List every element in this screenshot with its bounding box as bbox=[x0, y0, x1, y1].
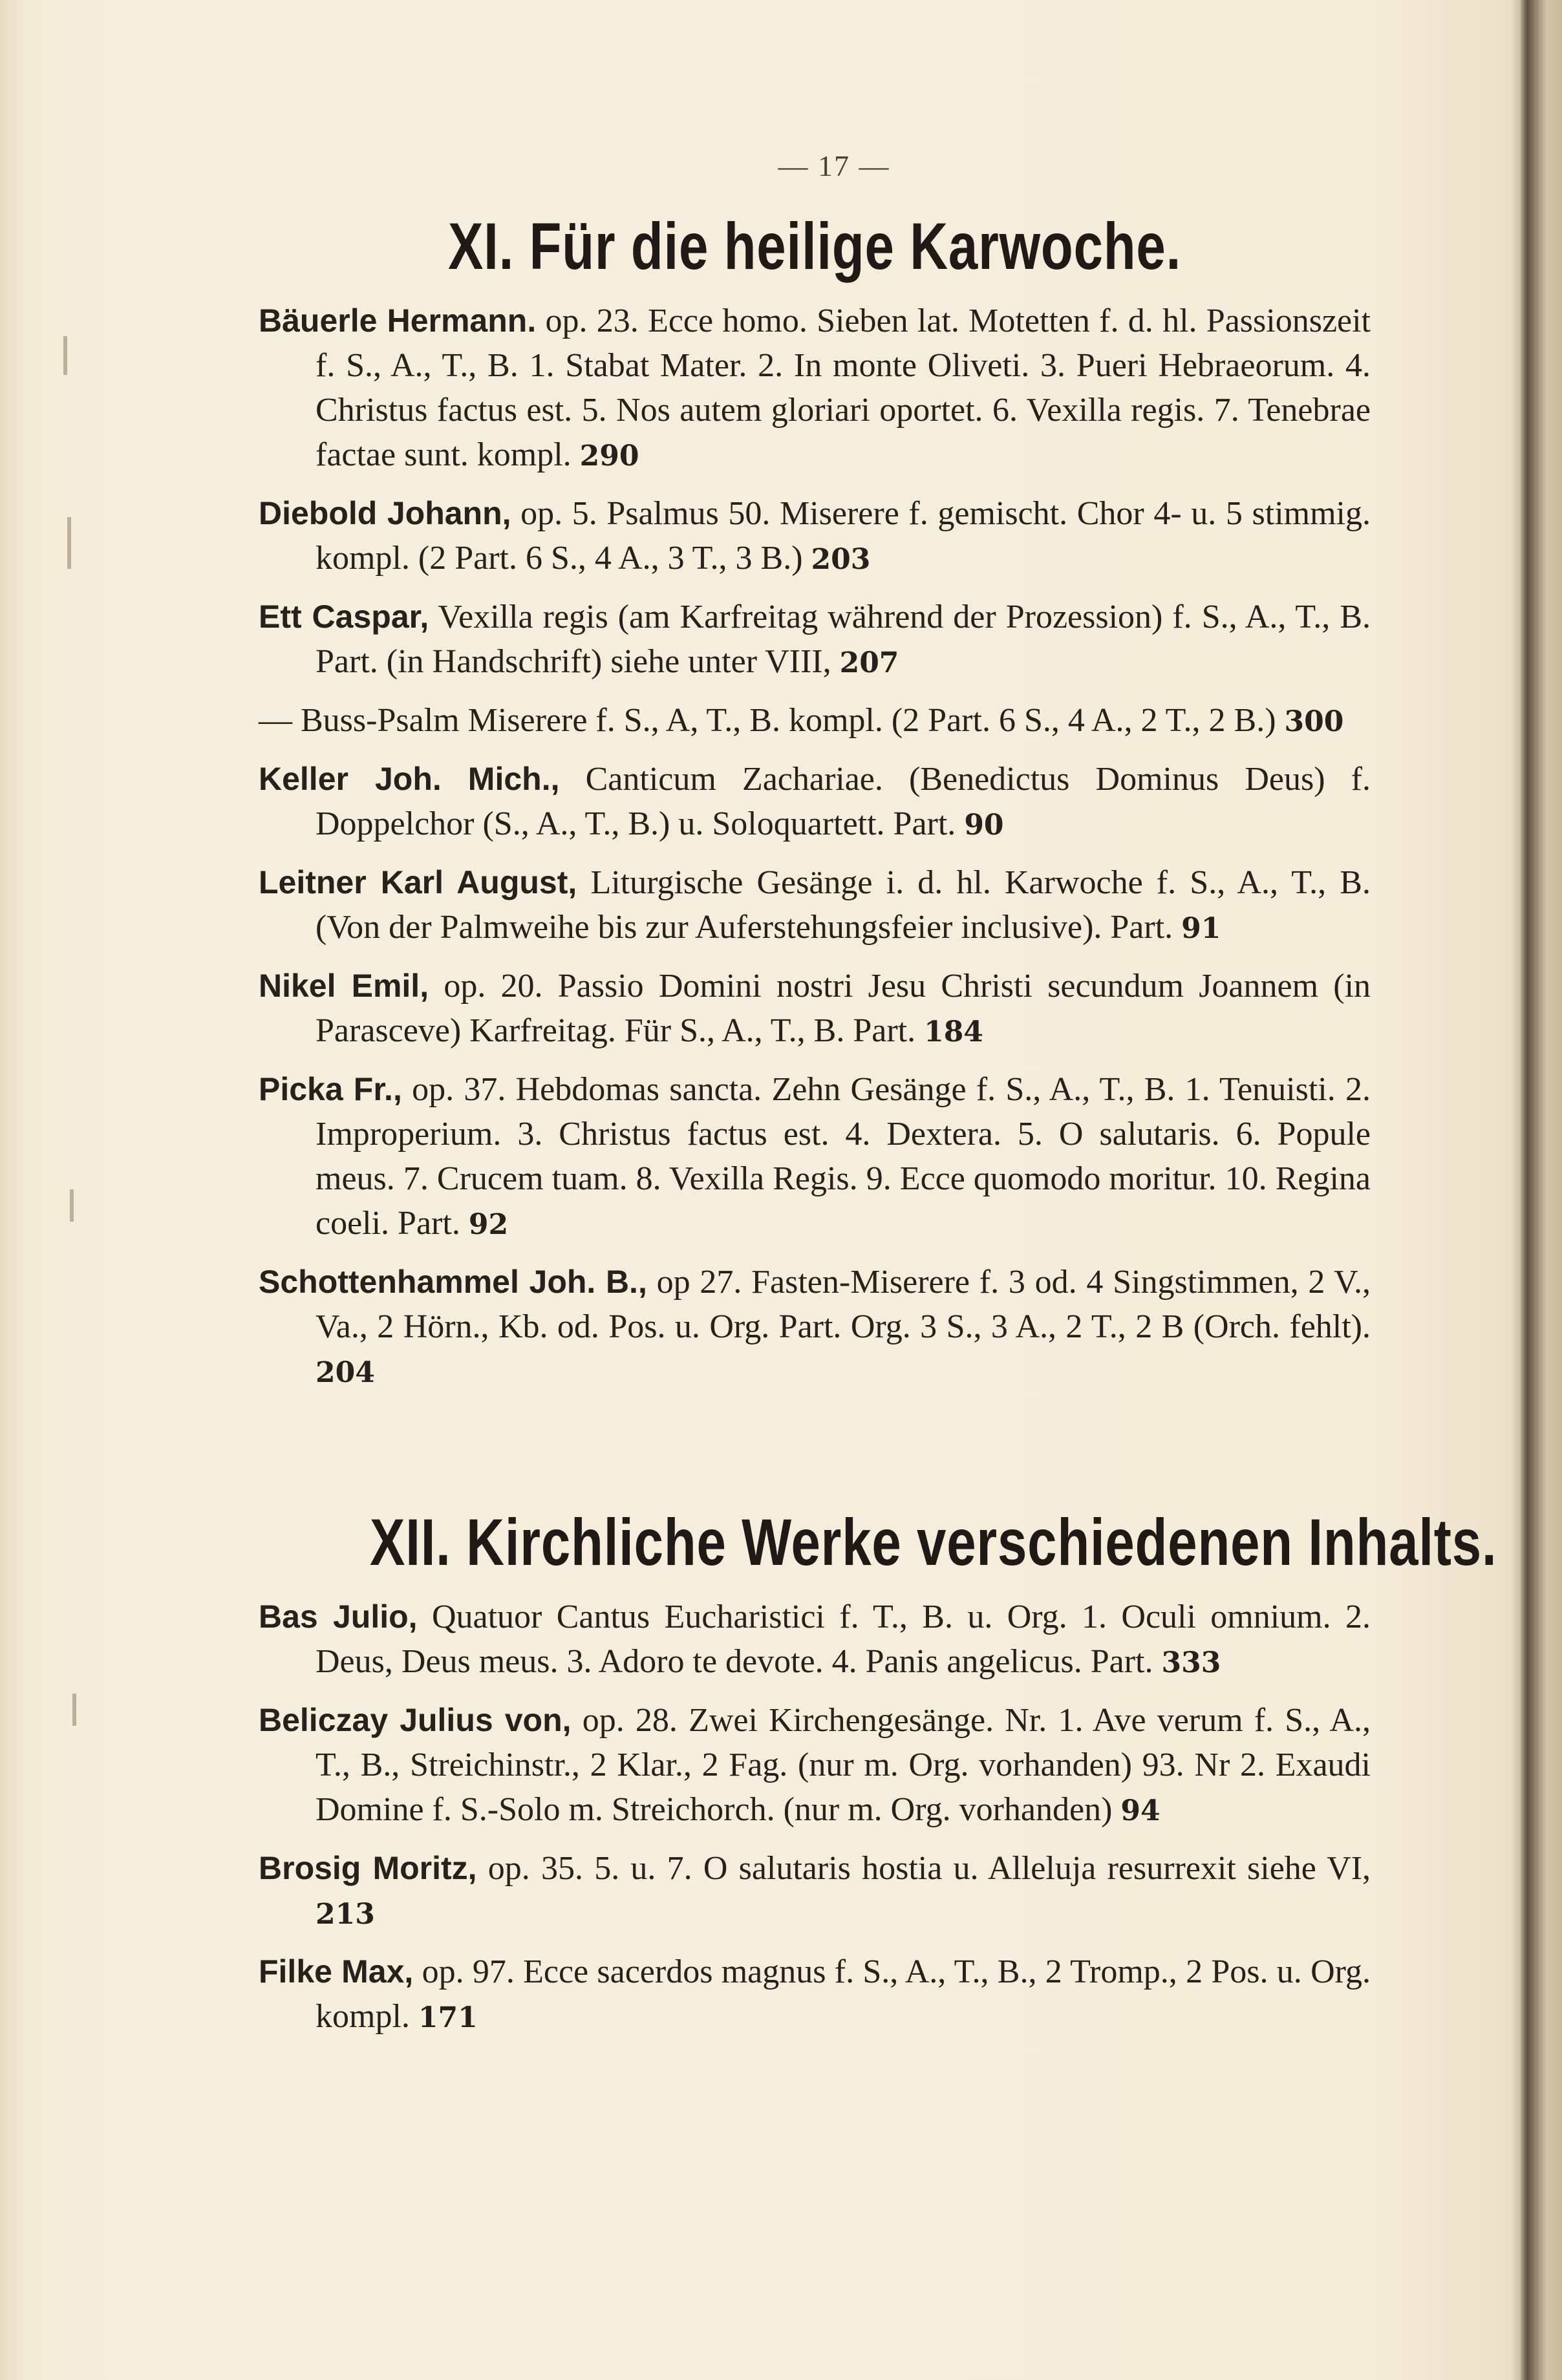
section-title: XI. Für die heilige Karwoche. bbox=[447, 209, 1182, 283]
entry-text: op. 28. Zwei Kirchengesänge. Nr. 1. Ave verum f. S., A., T., B., Streichinstr., 2 Klar., 2 Fag. (nur m. Org. vorhanden) 93. Nr 2. Exaudi Domine f. S.-Solo m. Streichorch. (nur m. Org. vorhanden) bbox=[316, 1702, 1371, 1828]
entry-text: op. 37. Hebdomas sancta. Zehn Gesänge f. S., A., T., B. 1. Tenuisti. 2. Improperium. 3. Christus factus est. 4. Dextera. 5. O salutaris. 6. Popule meus. 7. Crucem tuam. 8. Vexilla Regis. 9. Ecce quomodo moritur. 10. Regina coeli. Part. bbox=[316, 1071, 1371, 1242]
entry-text: Canticum Zachariae. (Benedictus Dominus Deus) f. Doppelchor (S., A., T., B.) u. Soloquartett. Part. bbox=[316, 761, 1371, 842]
section-title: XII. Kirchliche Werke verschiedenen Inhalts. bbox=[370, 1505, 1497, 1579]
ditto-dash: — bbox=[259, 702, 292, 739]
entry-text: Quatuor Cantus Eucharistici f. T., B. u. Org. 1. Oculi omnium. 2. Deus, Deus meus. 3. Adoro te devote. 4. Panis angelicus. Part. bbox=[316, 1599, 1371, 1680]
entry-text: op. 35. 5. u. 7. O salutaris hostia u. Alleluja resurrexit siehe VI, bbox=[487, 1850, 1371, 1887]
composer-name: Leitner Karl August, bbox=[259, 864, 577, 900]
catalog-entry bbox=[259, 757, 1371, 847]
composer-name: Nikel Emil, bbox=[259, 968, 429, 1004]
entry-text: op. 97. Ecce sacerdos magnus f. S., A., T., B., 2 Tromp., 2 Pos. u. Org. kompl. bbox=[316, 1953, 1371, 2035]
composer-name: Bäuerle Hermann. bbox=[259, 303, 537, 339]
binding-mark bbox=[63, 336, 67, 375]
composer-name: Bas Julio, bbox=[259, 1599, 418, 1635]
composer-name: Ett Caspar, bbox=[259, 599, 429, 635]
catalog-number: 290 bbox=[579, 440, 639, 473]
catalog-number: 213 bbox=[316, 1898, 375, 1931]
page-number: — 17 — bbox=[778, 149, 890, 182]
composer-name: Keller Joh. Mich., bbox=[259, 761, 560, 797]
catalog-number: 300 bbox=[1284, 705, 1344, 738]
entry-text: Vexilla regis (am Karfreitag während der Prozession) f. S., A., T., B. Part. (in Handschrift) siehe unter VIII, bbox=[316, 599, 1371, 680]
catalog-number: 171 bbox=[418, 2001, 478, 2034]
catalog-entry bbox=[259, 1067, 1371, 1247]
catalog-entry bbox=[259, 1846, 1371, 1937]
catalog-number: 90 bbox=[964, 809, 1004, 842]
catalog-entry bbox=[259, 595, 1371, 685]
composer-name: Brosig Moritz, bbox=[259, 1850, 477, 1886]
binding-mark bbox=[67, 517, 71, 569]
catalog-entry bbox=[259, 299, 1371, 478]
catalog-entry bbox=[259, 698, 1371, 744]
catalog-number: 94 bbox=[1120, 1794, 1161, 1827]
page-edge-shadow bbox=[1510, 0, 1521, 2380]
catalog-entry bbox=[259, 860, 1371, 951]
entry-text: Liturgische Gesänge i. d. hl. Karwoche f. S., A., T., B. (Von der Palmweihe bis zur Auferstehungsfeier inclusive). Part. bbox=[316, 864, 1371, 946]
composer-name: Schottenhammel Joh. B., bbox=[259, 1264, 647, 1300]
composer-name: Filke Max, bbox=[259, 1953, 414, 1990]
catalog-entry bbox=[259, 491, 1371, 582]
catalog-number: 91 bbox=[1181, 912, 1221, 945]
catalog-number: 203 bbox=[811, 543, 871, 576]
entry-text: op 27. Fasten-Miserere f. 3 od. 4 Singstimmen, 2 V., Va., 2 Hörn., Kb. od. Pos. u. Org. Part. Org. 3 S., 3 A., 2 T., 2 B (Orch. fehlt). bbox=[316, 1264, 1371, 1345]
page-text bbox=[259, 149, 1497, 2053]
catalog-entry bbox=[259, 1950, 1371, 2040]
section-kirchliche-werke bbox=[259, 1505, 1497, 2040]
catalog-number: 207 bbox=[839, 646, 899, 679]
catalog-entry bbox=[259, 1595, 1371, 1685]
composer-name: Picka Fr., bbox=[259, 1071, 402, 1107]
catalog-number: 204 bbox=[316, 1356, 375, 1389]
book-spine bbox=[1521, 0, 1562, 2380]
catalog-number: 92 bbox=[468, 1208, 509, 1241]
catalog-entry bbox=[259, 1260, 1371, 1395]
binding-mark bbox=[72, 1694, 76, 1726]
entry-text: op. 20. Passio Domini nostri Jesu Christi secundum Joannem (in Parasceve) Karfreitag. Für S., A., T., B. Part. bbox=[316, 968, 1371, 1049]
composer-name: Diebold Johann, bbox=[259, 495, 511, 531]
composer-name: Beliczay Julius von, bbox=[259, 1702, 572, 1738]
catalog-entry bbox=[259, 1698, 1371, 1833]
entry-text: op. 5. Psalmus 50. Miserere f. gemischt. Chor 4- u. 5 stimmig. kompl. (2 Part. 6 S., 4 A., 3 T., 3 B.) bbox=[316, 495, 1371, 577]
entry-text: op. 23. Ecce homo. Sieben lat. Motetten f. d. hl. Passionszeit f. S., A., T., B. 1. Stabat Mater. 2. In monte Oliveti. 3. Pueri Hebraeorum. 4. Christus factus est. 5. Nos autem gloriari oportet. 6. Vexilla regis. 7. Tenebrae factae sunt. kompl. bbox=[316, 303, 1371, 473]
catalog-entry bbox=[259, 964, 1371, 1054]
catalog-number: 184 bbox=[924, 1015, 983, 1048]
entry-text: Buss-Psalm Miserere f. S., A, T., B. kompl. (2 Part. 6 S., 4 A., 2 T., 2 B.) bbox=[301, 702, 1276, 739]
binding-mark bbox=[70, 1189, 74, 1222]
catalog-number: 333 bbox=[1161, 1646, 1221, 1679]
section-karwoche bbox=[259, 209, 1371, 1395]
